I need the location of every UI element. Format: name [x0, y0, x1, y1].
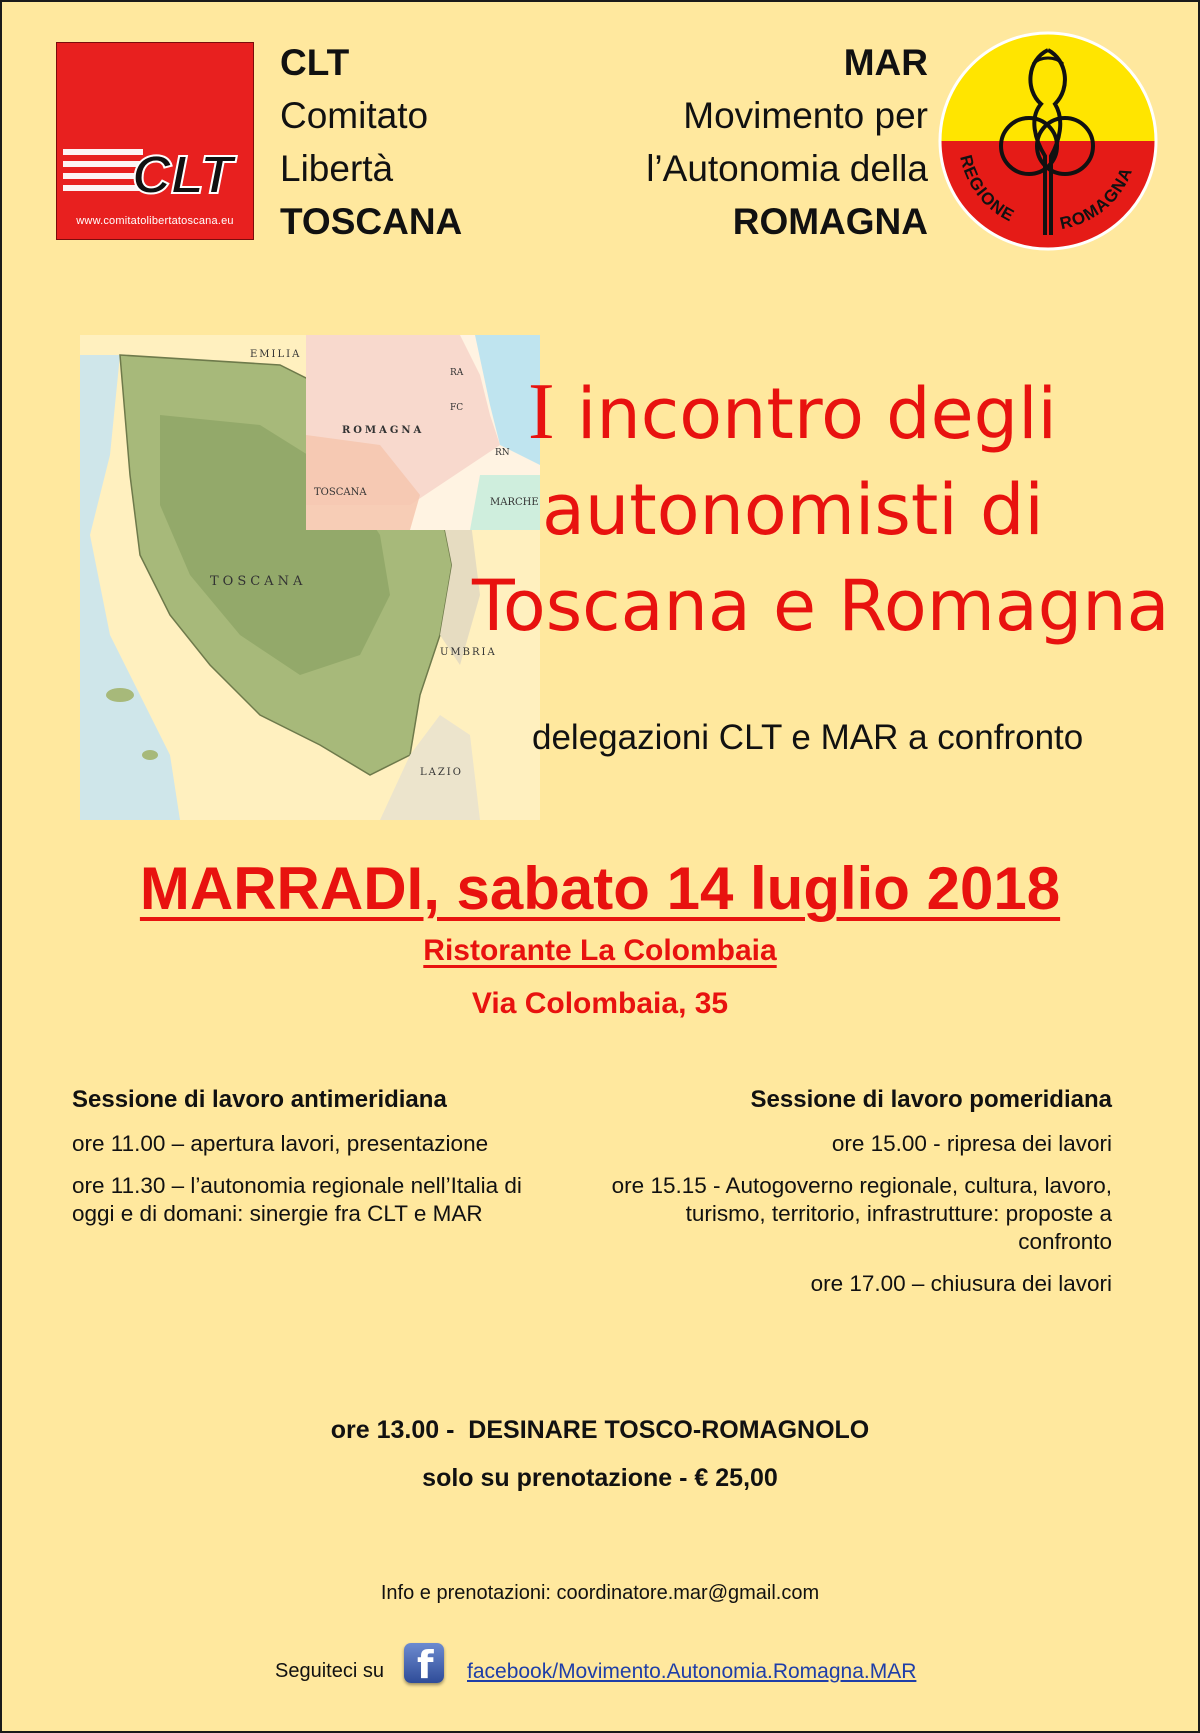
mar-acronym: MAR: [843, 42, 928, 83]
map-label-marche: MARCHE: [490, 497, 539, 508]
afternoon-session-item: ore 17.00 – chiusura dei lavori: [810, 1271, 1112, 1296]
map-island: [106, 688, 134, 702]
map-label-ra: RA: [450, 368, 464, 378]
afternoon-session-title: Sessione di lavoro pomeridiana: [750, 1086, 1112, 1113]
morning-session-title: Sessione di lavoro antimeridiana: [72, 1086, 447, 1113]
contact-info: Info e prenotazioni: coordinatore.mar@gmail.com: [380, 1582, 820, 1604]
map-label-rn: RN: [495, 448, 510, 458]
afternoon-session-item: ore 15.15 - Autogoverno regionale, cultura, lavoro, turismo, territorio, infrastrutture: proposte a confronto: [611, 1173, 1112, 1254]
event-address: Via Colombaia, 35: [471, 987, 729, 1020]
event-title: [472, 364, 1192, 654]
clt-logo-text: CLT: [132, 145, 233, 205]
title-line-1: incontro degli: [554, 373, 1057, 455]
facebook-link[interactable]: facebook/Movimento.Autonomia.Romagna.MAR: [467, 1660, 917, 1683]
clt-logo-stripe: [63, 185, 143, 191]
event-subtitle: delegazioni CLT e MAR a confronto: [532, 718, 1084, 757]
map-label-toscana: TOSCANA: [210, 574, 307, 589]
clt-logo: [56, 42, 254, 240]
clt-acronym: CLT: [280, 42, 350, 83]
title-roman-numeral: I: [528, 368, 555, 456]
map-label-lazio: LAZIO: [420, 767, 463, 778]
map-label-toscana-inset: TOSCANA: [314, 487, 367, 498]
mar-logo-ring-right: ROMAGNA: [1058, 164, 1137, 234]
event-date: MARRADI, sabato 14 luglio 2018: [139, 855, 1061, 922]
mar-logo: [937, 30, 1159, 252]
mar-header: [646, 36, 928, 248]
lunch-info: [2, 1406, 1198, 1502]
morning-session-item: ore 11.30 – l’autonomia regionale nell’Italia di oggi e di domani: sinergie fra CLT e MAR: [72, 1173, 522, 1226]
afternoon-session: [592, 1086, 1112, 1312]
mar-name-line: Movimento per: [683, 95, 928, 136]
map-island: [142, 750, 158, 760]
afternoon-session-item: ore 15.00 - ripresa dei lavori: [831, 1131, 1112, 1156]
clt-region: TOSCANA: [280, 201, 463, 242]
follow-label: Seguiteci su: [275, 1660, 384, 1682]
clt-logo-stripe: [63, 149, 143, 155]
lunch-price: solo su prenotazione - € 25,00: [422, 1464, 778, 1492]
mar-region: ROMAGNA: [732, 201, 928, 242]
map-label-emilia: EMILIA: [250, 349, 302, 360]
clt-logo-url: www.comitatolibertatoscana.eu: [76, 215, 234, 227]
mar-name-line: l’Autonomia della: [646, 148, 928, 189]
map-label-romagna: ROMAGNA: [342, 425, 425, 436]
clt-logo-graphic: [57, 43, 255, 241]
facebook-glyph: f: [417, 1643, 434, 1687]
clt-header: [280, 36, 462, 248]
morning-session: [72, 1086, 542, 1242]
morning-session-item: ore 11.00 – apertura lavori, presentazione: [72, 1131, 489, 1156]
clt-logo-stripe: [63, 173, 143, 179]
map-label-fc: FC: [450, 403, 464, 413]
clt-name-line: Comitato: [280, 95, 429, 136]
mar-logo-ring-left: REGIONE: [956, 153, 1018, 226]
clt-logo-stripe: [63, 161, 143, 167]
region-map: [80, 335, 540, 820]
facebook-icon[interactable]: [404, 1643, 444, 1687]
event-venue: Ristorante La Colombaia: [423, 934, 777, 967]
title-line-3: Toscana e Romagna: [472, 565, 1170, 647]
title-line-2: autonomisti di: [542, 469, 1044, 551]
lunch-time: ore 13.00 - DESINARE TOSCO-ROMAGNOLO: [330, 1416, 870, 1444]
clt-name-line: Libertà: [280, 148, 394, 189]
map-label-umbria: UMBRIA: [440, 647, 497, 658]
